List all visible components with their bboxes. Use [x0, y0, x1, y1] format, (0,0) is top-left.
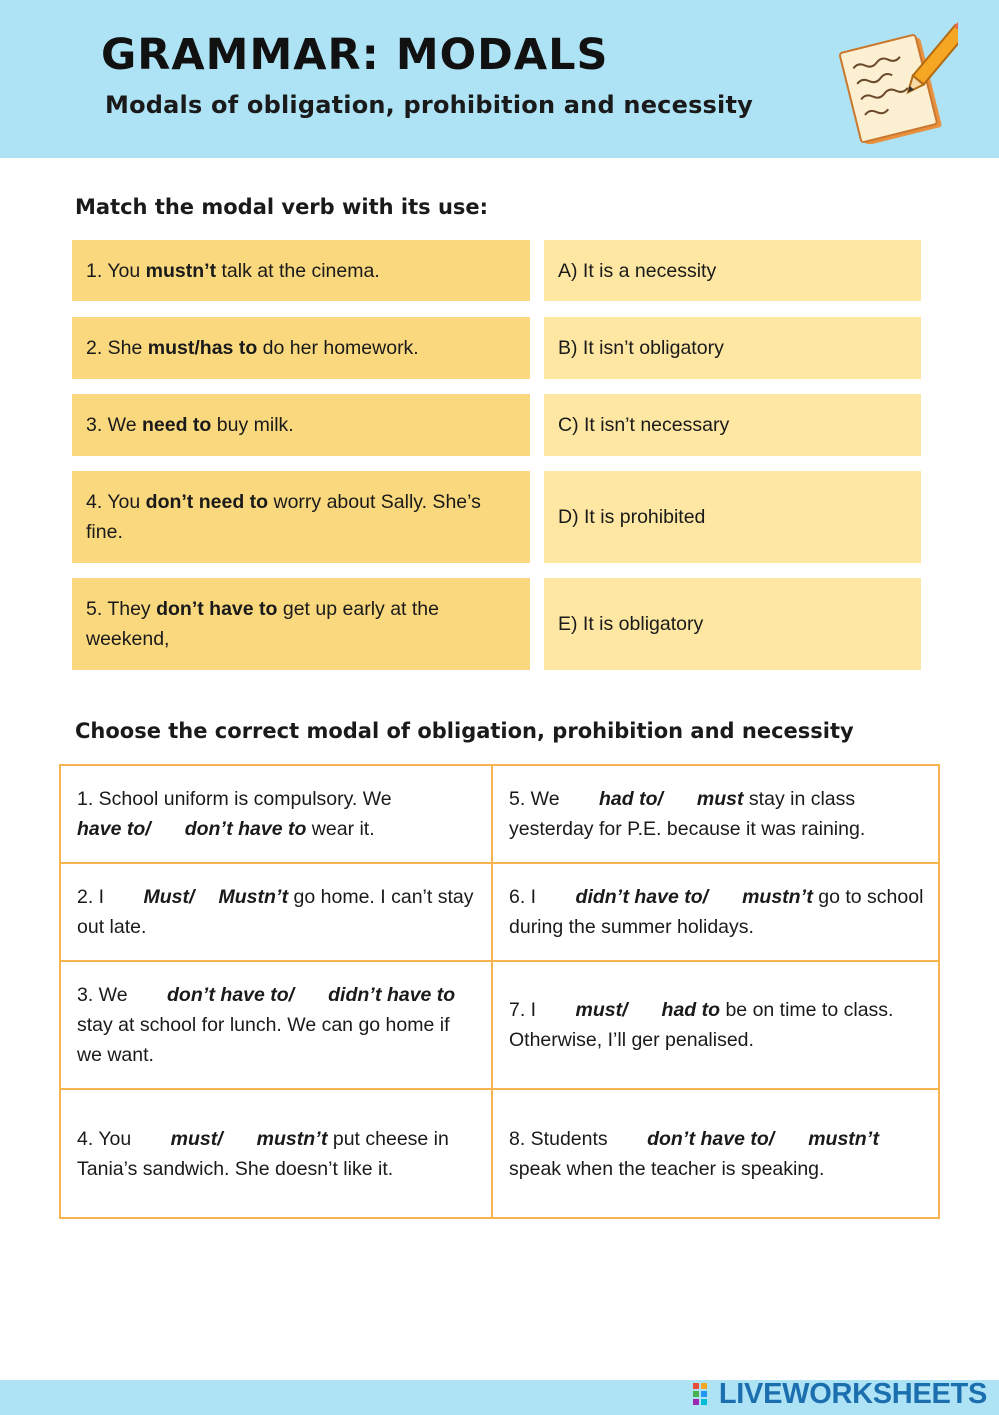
notepad-pencil-icon: [838, 20, 958, 144]
option-2a[interactable]: Must/: [143, 886, 195, 908]
liveworksheets-logo-icon: [692, 1382, 716, 1406]
choose-item-2: 2. I Must/ Mustn’t go home. I can’t stay out late.: [61, 864, 493, 962]
brand-logo[interactable]: [692, 1376, 987, 1412]
option-2b[interactable]: Mustn’t: [218, 886, 289, 908]
choose-item-1: 1. School uniform is compulsory. We have to/ don’t have to wear it.: [61, 766, 493, 864]
option-5b[interactable]: must: [696, 788, 744, 810]
match-sentence-3[interactable]: 3. We need to buy milk.: [72, 394, 530, 456]
match-heading: Match the modal verb with its use:: [75, 195, 489, 219]
choose-item-6: 6. I didn’t have to/ mustn’t go to school during the summer holidays.: [493, 864, 940, 962]
choose-item-4: 4. You must/ mustn’t put cheese in Tania’s sandwich. She doesn’t like it.: [61, 1090, 493, 1217]
match-use-c[interactable]: C) It isn’t necessary: [544, 394, 921, 456]
match-use-e[interactable]: E) It is obligatory: [544, 578, 921, 670]
option-8b[interactable]: mustn’t: [808, 1127, 879, 1150]
option-8a[interactable]: don’t have to/: [647, 1127, 775, 1150]
brand-name: LIVEWORKSHEETS: [718, 1377, 987, 1410]
choose-item-5: 5. We had to/ must stay in class yesterday for P.E. because it was raining.: [493, 766, 940, 864]
option-7a[interactable]: must/: [575, 999, 628, 1021]
choose-grid: [59, 764, 940, 1219]
option-1b[interactable]: don’t have to: [184, 818, 307, 840]
match-sentence-2[interactable]: 2. She must/has to do her homework.: [72, 317, 530, 379]
option-7b[interactable]: had to: [661, 999, 721, 1021]
choose-item-7: 7. I must/ had to be on time to class. Otherwise, I’ll ger penalised.: [493, 962, 940, 1090]
choose-heading: Choose the correct modal of obligation, prohibition and necessity: [75, 719, 854, 743]
page-title: GRAMMAR: MODALS: [101, 30, 609, 80]
option-6b[interactable]: mustn’t: [742, 886, 813, 908]
choose-item-8: 8. Students don’t have to/ mustn’t speak when the teacher is speaking.: [509, 1127, 879, 1180]
option-5a[interactable]: had to/: [599, 788, 663, 810]
choose-item-3: 3. We don’t have to/ didn’t have to stay at school for lunch. We can go home if we want.: [61, 962, 493, 1090]
option-3a[interactable]: don’t have to/: [167, 984, 295, 1006]
option-4a[interactable]: must/: [170, 1127, 223, 1150]
match-sentence-1[interactable]: 1. You mustn’t talk at the cinema.: [72, 240, 530, 301]
match-use-a[interactable]: A) It is a necessity: [544, 240, 921, 301]
header-banner: [0, 0, 999, 158]
option-4b[interactable]: mustn’t: [256, 1127, 328, 1150]
match-use-d[interactable]: D) It is prohibited: [544, 471, 921, 563]
match-sentence-5[interactable]: 5. They don’t have to get up early at the weekend,: [72, 578, 530, 670]
option-1a[interactable]: have to/: [77, 818, 151, 840]
match-use-b[interactable]: B) It isn’t obligatory: [544, 317, 921, 379]
option-3b[interactable]: didn’t have to: [328, 984, 456, 1006]
option-6a[interactable]: didn’t have to/: [575, 886, 709, 908]
page-subtitle: Modals of obligation, prohibition and necessity: [105, 91, 753, 119]
match-sentence-4[interactable]: 4. You don’t need to worry about Sally. She’s fine.: [72, 471, 530, 563]
